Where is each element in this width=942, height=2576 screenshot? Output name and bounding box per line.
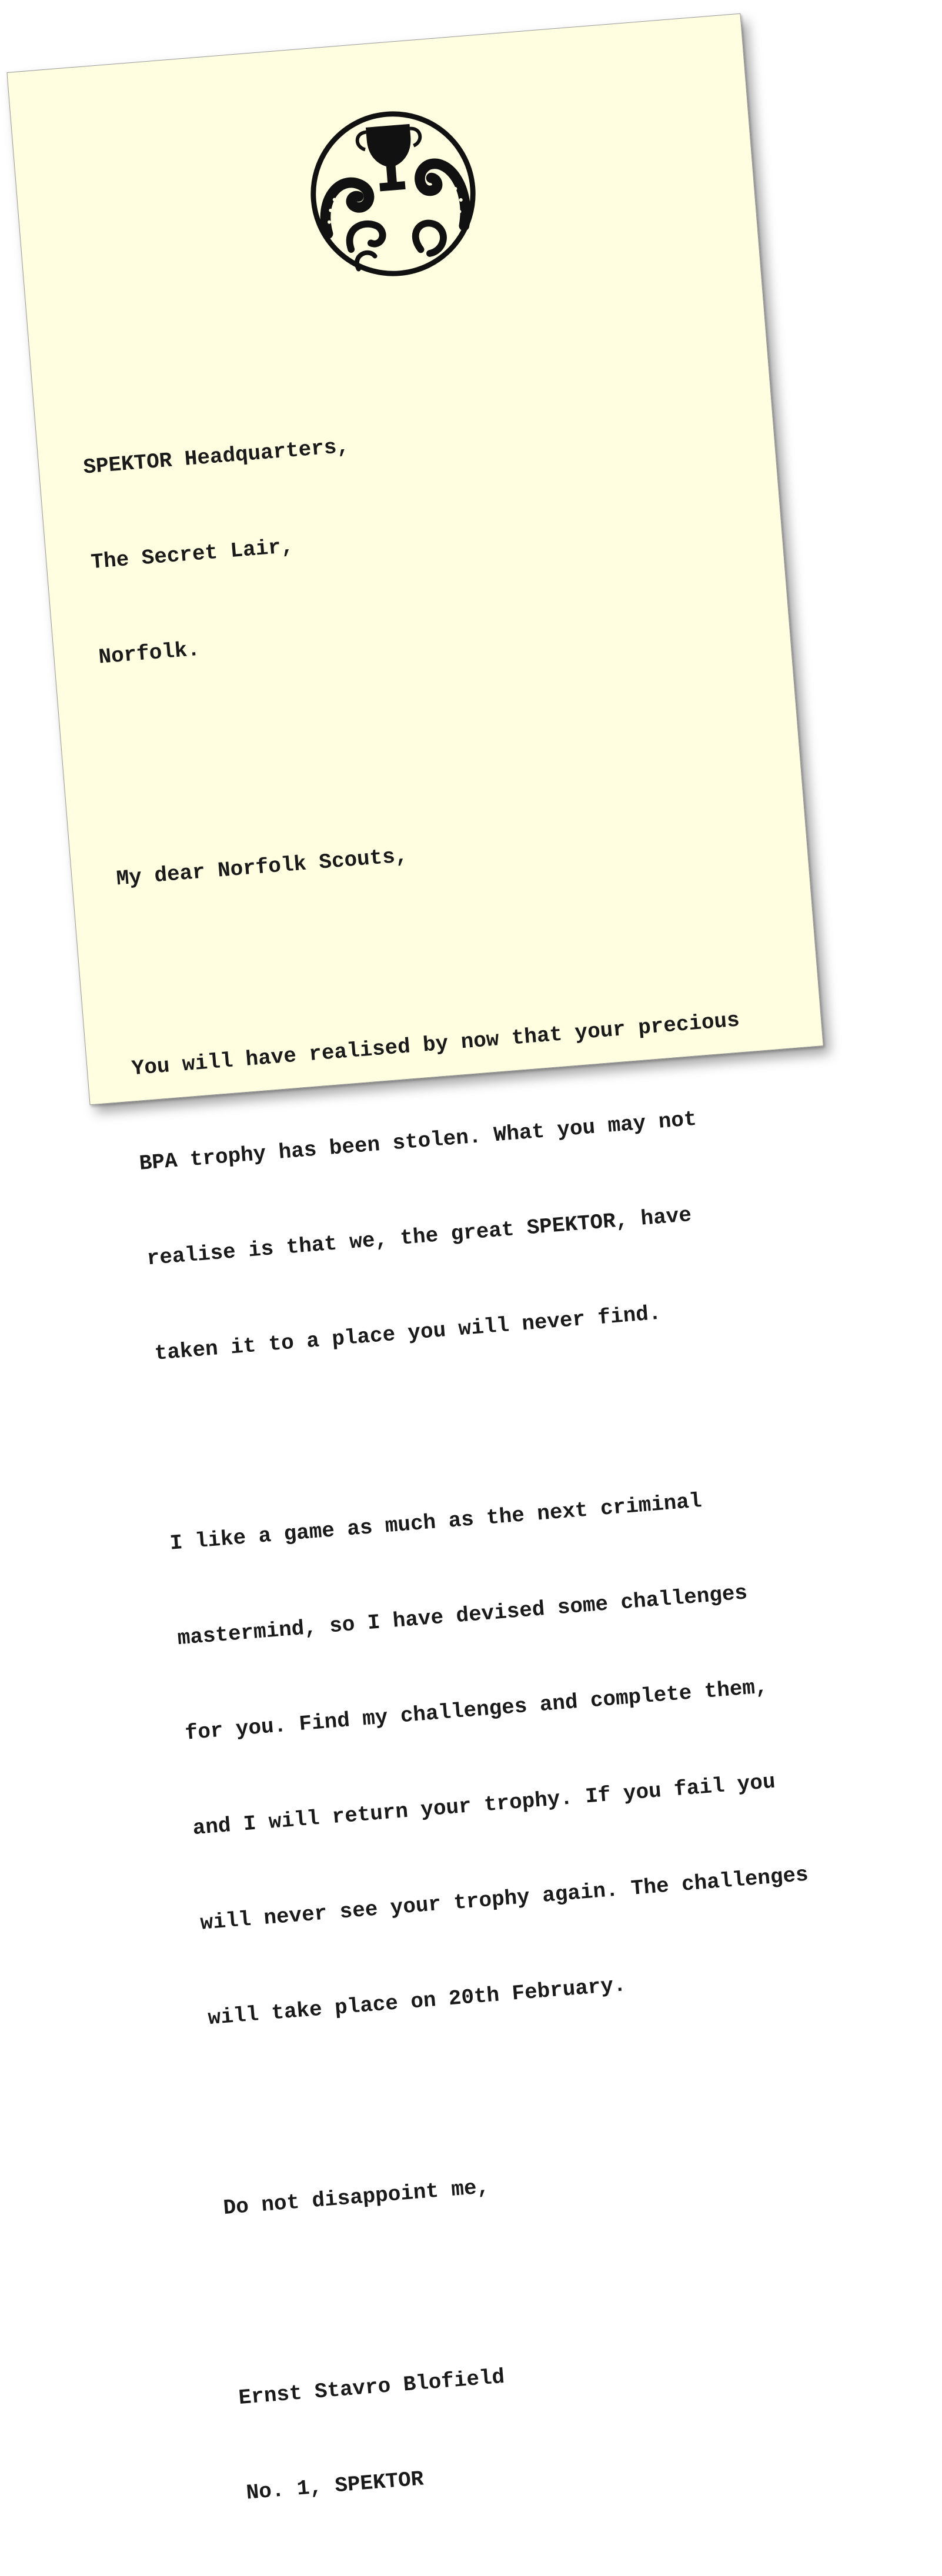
salutation: My dear Norfolk Scouts,: [115, 843, 409, 891]
paragraph-line: BPA trophy has been stolen. What you may not: [138, 1107, 698, 1176]
closing: Do not disappoint me,: [222, 2174, 490, 2221]
paragraph-line: taken it to a place you will never find.: [153, 1301, 662, 1366]
address-line: The Secret Lair,: [90, 534, 295, 575]
letter-paper: [6, 14, 823, 2505]
signature-name: Ernst Stavro Blofield: [238, 2364, 506, 2411]
paragraph-line: mastermind, so I have devised some challenges: [176, 1581, 749, 1651]
trophy-tentacles-emblem-icon: [300, 101, 487, 288]
paragraph-line: realise is that we, the great SPEKTOR, have: [146, 1202, 693, 1271]
paragraph-line: and I will return your trophy. If you fail you: [192, 1769, 777, 1841]
address-line: SPEKTOR Headquarters,: [82, 434, 350, 480]
paragraph-line: I like a game as much as the next criminal: [169, 1489, 703, 1556]
paragraph-line: will take place on 20th February.: [207, 1973, 627, 2031]
letter-body: [77, 335, 921, 2572]
address-line: Norfolk.: [98, 637, 201, 670]
signature-title: No. 1, SPEKTOR: [245, 2467, 425, 2505]
paragraph-line: will never see your trophy again. The challenges: [199, 1862, 810, 1936]
paragraph-line: for you. Find my challenges and complete them,: [184, 1675, 769, 1746]
paragraph-line: You will have realised by now that your precious: [131, 1008, 741, 1081]
